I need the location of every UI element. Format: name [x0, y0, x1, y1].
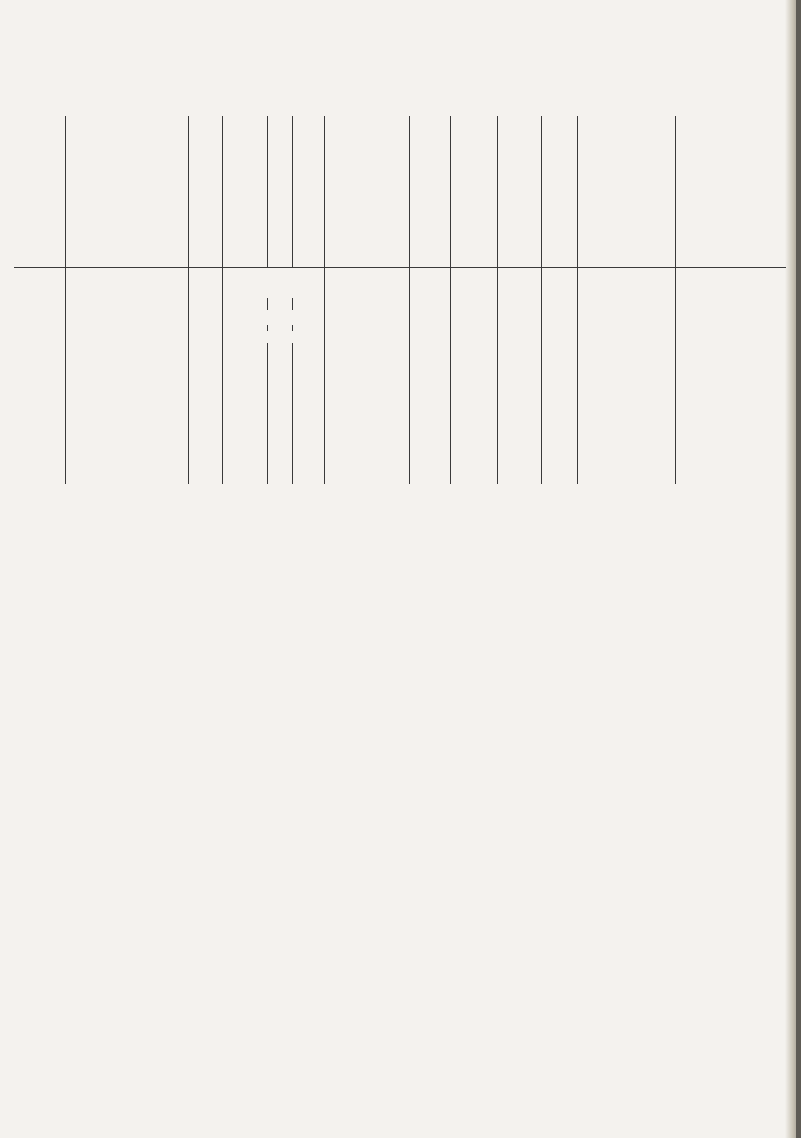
rule — [292, 343, 293, 484]
rule — [222, 116, 223, 484]
rule — [292, 116, 293, 268]
page-edge — [796, 0, 801, 1138]
rule — [267, 343, 268, 484]
rule — [292, 298, 293, 310]
rule — [541, 116, 542, 484]
rule — [577, 116, 578, 484]
row-separator — [14, 267, 786, 268]
rule — [450, 116, 451, 484]
rule — [324, 116, 325, 484]
rule — [267, 298, 268, 310]
rule — [409, 116, 410, 484]
rule — [292, 325, 293, 331]
rule — [267, 116, 268, 268]
rule — [188, 116, 189, 484]
rule — [267, 325, 268, 331]
rule — [497, 116, 498, 484]
rule — [65, 116, 66, 484]
rule — [675, 116, 676, 484]
